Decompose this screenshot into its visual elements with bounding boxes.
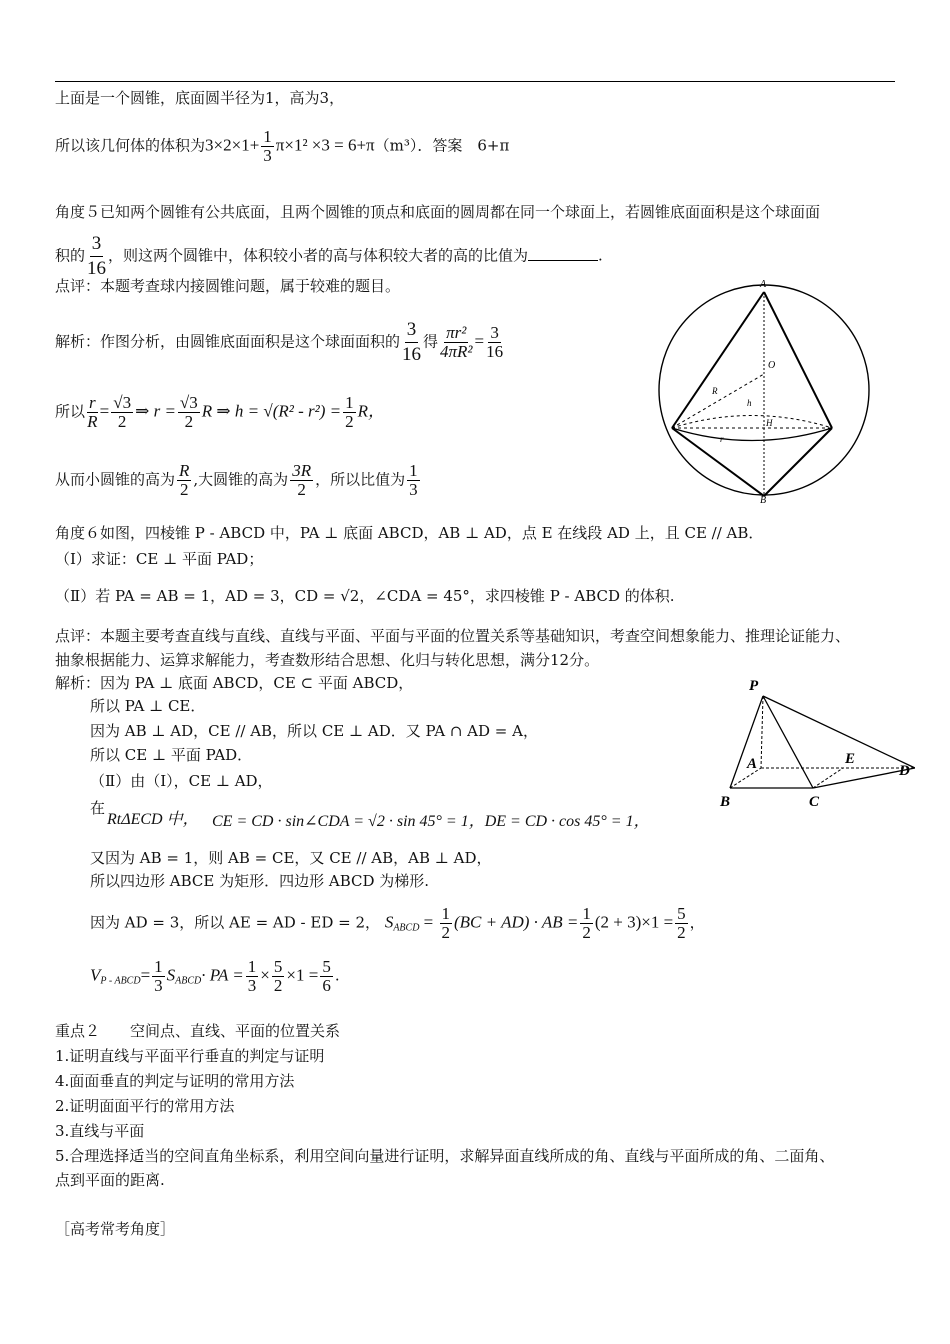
sol-line-7: 又因为 AB = 1，则 AB = CE，又 CE // AB，AB ⊥ AD， (90, 849, 492, 867)
third-a: $\frac{1}{3}$ (154, 957, 163, 995)
answer-blank (528, 246, 598, 261)
angle6-comment-a: 点评：本题主要考查直线与直线、直线与平面、平面与平面的位置关系等基础知识，考查空间想象能力、推理论证能力、 (55, 627, 851, 645)
angle5-problem-a: 角度５已知两个圆锥有公共底面，且两个圆锥的顶点和底面的圆周都在同一个球面上，若圆锥底面面积是这个球面面 (55, 203, 821, 221)
sqrt3-over-2-b: $\frac{√3}{2}$ (179, 393, 198, 431)
footer-heading: ［高考常考角度］ (55, 1220, 176, 1238)
half-a: $\frac{1}{2}$ (441, 904, 451, 942)
area-ratio-fraction: $\frac{\text{πr²}}{\text{4πR²}}$ (440, 323, 473, 361)
sol-line-6c: CE = CD · sin∠CDA = √2 · sin 45° = 1，DE = CD · cos 45° = 1， (212, 813, 650, 830)
key2-heading: 重点２ 空间点、直线、平面的位置关系 (55, 1022, 341, 1040)
one-half: $\frac{1}{2}$ (345, 393, 354, 431)
angle5-analysis: 解析：作图分析，由圆锥底面面积是这个球面面积的 $\frac{3}{16}$ 得 $\frac{\text{πr²}}{\text{4πR²}}$ = $\frac{3}{16}$ (55, 319, 504, 365)
label-A: A (760, 279, 767, 290)
sol-line-1: 解析：因为 PA ⊥ 底面 ABCD，CE ⊂ 平面 ABCD， (55, 674, 414, 692)
label-r: r (720, 434, 724, 444)
angle6-problem: 角度６如图，四棱锥 P - ABCD 中，PA ⊥ 底面 ABCD，AB ⊥ AD，点 E 在线段 AD 上，且 CE // AB． (55, 524, 764, 542)
3R-over-2: $\frac{3R}{2}$ (292, 461, 312, 499)
label-E: E (845, 751, 856, 767)
sol-line-2: 所以 PA ⊥ CE． (90, 697, 206, 715)
label-R: R (712, 386, 718, 396)
cone-line: 上面是一个圆锥，底面圆半径为1，高为3， (55, 89, 345, 107)
key2-item-4: 3.直线与平面 (55, 1122, 145, 1140)
sol-line-4: 所以 CE ⊥ 平面 PAD． (90, 746, 253, 764)
ratio-fraction-2: $\frac{3}{16}$ (402, 319, 422, 365)
R-over-2: $\frac{R}{2}$ (179, 461, 190, 499)
angle5-so-line: 所以 $\frac{r}{R}$ = $\frac{√3}{2}$ ⇒ r = $\frac{√3}{2}$ R ⇒ h = √(R² - r²) = $\frac{1}{2}$ R， (55, 393, 385, 431)
half-b: $\frac{1}{2}$ (582, 904, 591, 942)
r-over-R: $\frac{r}{R}$ (87, 393, 98, 431)
sol-line-5: （Ⅱ）由（Ⅰ），CE ⊥ AD， (90, 772, 273, 790)
label-B-pyr: B (720, 794, 731, 810)
ratio-fraction-3: $\frac{3}{16}$ (486, 323, 504, 361)
sol-line-10: $V_{P - ABCD}=$ $\frac{1}{3}$ $S_{ABCD}\cdot$ PA = $\frac{1}{3}$ × $\frac{5}{2}$ ×1 = $\frac{5}{6}$ . (90, 957, 340, 995)
key2-item-5-cont: 点到平面的距离. (55, 1171, 165, 1189)
sphere-cone-figure (652, 278, 877, 503)
pyramid-figure (715, 676, 915, 814)
angle6-part2: （Ⅱ）若 PA = AB = 1，AD = 3，CD = √2，∠CDA = 45°，求四棱锥 P - ABCD 的体积. (55, 587, 675, 605)
sol-line-9: 因为 AD = 3，所以 AE = AD - ED = 2， $S_{ABCD}$ = $\frac{1}{2}$ (BC + AD) · AB = $\frac{1}{2}$ (2 + 3)×1 = $\frac{5}{2}$ ， (90, 904, 705, 942)
volume-line: 所以该几何体的体积为3×2×1+ $\frac{1}{3}$ π×1² ×3 = 6+π（m³）．答案 6+π (55, 127, 510, 165)
one-third: $\frac{1}{3}$ (409, 461, 418, 499)
ratio-fraction: $\frac{3}{16}$ (87, 233, 107, 279)
five-halves: $\frac{5}{2}$ (677, 904, 686, 942)
label-B: B (760, 495, 767, 503)
label-A-pyr: A (747, 756, 758, 772)
key2-item-1: 1.证明直线与平面平行垂直的判定与证明 (55, 1047, 325, 1065)
label-C: C (809, 794, 820, 810)
sol-line-8: 所以四边形 ABCE 为矩形．四边形 ABCD 为梯形. (90, 872, 430, 890)
five-sixths: $\frac{5}{6}$ (322, 957, 331, 995)
label-P: P (749, 678, 759, 694)
key2-item-2: 4.面面垂直的判定与证明的常用方法 (55, 1072, 295, 1090)
label-H: H (766, 418, 773, 428)
third-b: $\frac{1}{3}$ (247, 957, 257, 995)
angle5-comment: 点评：本题考查球内接圆锥问题，属于较难的题目。 (55, 277, 401, 295)
label-O: O (768, 360, 776, 371)
sol-line-6b: RtΔECD 中， (107, 811, 199, 828)
key2-item-5: 5.合理选择适当的空间直角坐标系，利用空间向量进行证明，求解异面直线所成的角、直线与平面所成的角、二面角、 (55, 1147, 835, 1165)
fraction-one-third: $\frac{1}{3}$ (263, 127, 272, 165)
angle5-ratio-line: 从而小圆锥的高为 $\frac{R}{2}$ ,大圆锥的高为 $\frac{3R}{2}$ ，所以比值为 $\frac{1}{3}$ (55, 461, 418, 499)
key2-item-3: 2.证明面面平行的常用方法 (55, 1097, 235, 1115)
label-D: D (899, 763, 910, 779)
header-rule (55, 81, 895, 82)
angle5-problem-b: 积的 $\frac{3}{16}$ ，则这两个圆锥中，体积较小者的高与体积较大者的高的比值为 . (55, 233, 603, 279)
angle6-part1: （Ⅰ）求证：CE ⊥ 平面 PAD； (55, 550, 264, 568)
label-h: h (747, 398, 752, 408)
five-halves-b: $\frac{5}{2}$ (273, 957, 283, 995)
sqrt3-over-2: $\frac{√3}{2}$ (113, 393, 132, 431)
sol-line-6a: 在 (90, 799, 106, 817)
angle6-comment-b: 抽象根据能力、运算求解能力，考查数形结合思想、化归与转化思想，满分12分。 (55, 651, 600, 669)
sol-line-3: 因为 AB ⊥ AD，CE // AB，所以 CE ⊥ AD．又 PA ∩ AD = A， (90, 722, 538, 740)
